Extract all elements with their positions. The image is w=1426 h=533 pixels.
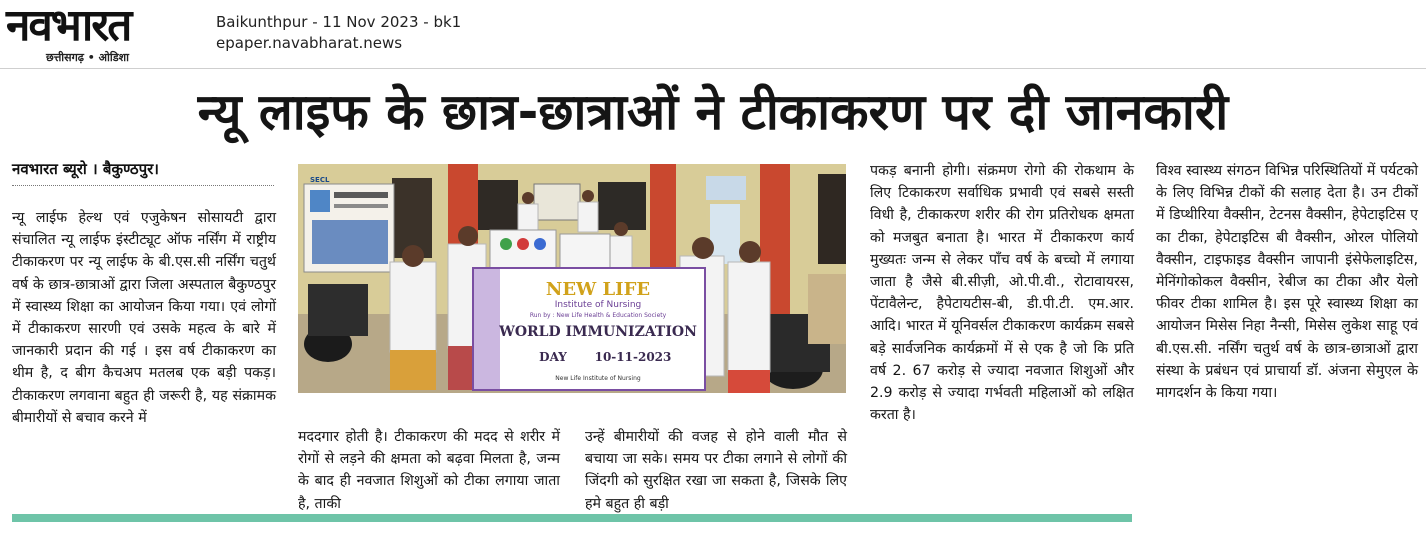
banner-date: 10-11-2023 (594, 350, 672, 364)
article-column-1: न्यू लाईफ हेल्थ एवं एजुकेषन सोसायटी द्वारा संचालित न्यू लाईफ इंस्टीट्यूट ऑफ नर्सिंग में राष्ट्रीय टीकाकरण पर न्यू लाईफ के बी.एस.सी नर्सिंग चतुर्थ वर्ष के छात्र-छात्राओं द्वारा जिला अस्पताल बैकुण्ठपुर में स्वास्थ्य शिक्षा का आयोजन किया गया। एवं लोगों में टीकाकरण सारणी एवं उसके महत्व के बारे में जानकारी प्रदान की गई । इस वर्ष टीकाकरण का थीम है, द बीग कैचअप मतलब एक बड़ी पकड़। टीकाकरण लगवाना बहुत ही जरूरी है, यह संक्रामक बीमारीयों से बचाव करने में (12, 210, 276, 426)
secl-sign: SECL (310, 176, 330, 184)
banner-event: WORLD IMMUNIZATION (499, 324, 697, 340)
article-photo (298, 164, 846, 393)
edition-meta (216, 12, 461, 54)
accent-bar (12, 514, 1132, 522)
logo-subtitle: छत्तीसगढ़ • ओडिशा (46, 51, 129, 64)
article-column-5: विश्व स्वास्थ्य संगठन विभिन्न परिस्थितियों में पर्यटको के लिए विभिन्न टीकों की सलाह देता है। उन टीकों में डिप्थीरिया वैक्सीन, टेटनस वैक्सीन, हेपेटाइटिस ए का टीका, हेपेटाइटिस बी वैक्सीन, ओरल पोलियो वैक्सीन, टाइफाइड वैक्सीन जापानी इंसेफेलाइटिस, मेनिंगोकोकल वैक्सीन, रेबीज का टीका और येलो फीवर टीका शामिल है। इस पूरे स्वास्थ्य शिक्षा का आयोजन मिसेस निहा नैन्सी, मिसेस लुकेश साहू एवं बी.एस.सी. नर्सिंग चतुर्थ वर्ष के छात्र-छात्राओं द्वारा संस्था के प्रबंधन एवं प्राचार्या डॉ. अंजना सेमुएल के मागदर्शन के किया गया। (1156, 163, 1418, 402)
masthead (0, 0, 210, 66)
byline-divider (12, 185, 274, 186)
edition-line: Baikunthpur - 11 Nov 2023 - bk1 (216, 13, 462, 31)
banner-institute: Institute of Nursing (554, 300, 642, 310)
article-column-4: पकड़ बनानी होगी। संक्रमण रोगो की रोकथाम के लिए टिकाकरण सर्वाधिक प्रभावी एवं सबसे सस्ती विधी है, टीकाकरण शरीर की रोग प्रतिरोधक क्षमता को मजबुत बनाता है। भारत में टीकाकरण कार्य मुख्यतः जन्म से लेकर पाँच वर्ष के बच्चो में लगाया जाता है जैसे बी.सीज़ी, ओ.पी.वी., रोटावायरस, पेंटावैलेन्ट, हैपेटायटीस-बी, डी.पी.टी. एम.आर. आदि। भारत में यूनिवर्सल टीकाकरण कार्यक्रम सबसे बड़े सार्वजनिक कार्यक्रमों में से एक है जो कि प्रति वर्ष 2. 67 करोड़ से ज्यादा नवजात शिशुओं और 2.9 करोड़ से ज्यादा गर्भवती महिलाओं को लक्षित करता है। (870, 163, 1134, 424)
epaper-url[interactable]: epaper.navabharat.news (216, 34, 403, 52)
article-headline: न्यू लाइफ के छात्र-छात्राओं ने टीकाकरण पर दी जानकारी (197, 83, 1229, 141)
banner-title: NEW LIFE (545, 279, 651, 300)
banner-footer: New Life Institute of Nursing (555, 375, 641, 382)
photo-illustration (298, 164, 846, 393)
banner-day: DAY (539, 350, 567, 364)
banner-runby: Run by : New Life Health & Education Society (529, 312, 667, 319)
masthead-divider (0, 68, 1426, 69)
article-column-2: मददगार होती है। टीकाकरण की मदद से शरीर में रोगों से लड़ने की क्षमता को बढ़वा मिलता है, जन्म के बाद ही नवजात शिशुओं को टीका लगाया जाता है, ताकी (298, 429, 560, 512)
article-column-3: उन्हें बीमारीयों की वजह से होने वाली मौत से बचाया जा सके। समय पर टीका लगाने से लोगों की जिंदगी को सुरक्षित रखा जा सकता है, जिसके लिए हमे बहुत ही बड़ी (585, 429, 847, 512)
article-byline: नवभारत ब्यूरो । बैकुण्ठपुर। (12, 160, 159, 178)
newspaper-logo: नवभारत (6, 0, 131, 51)
